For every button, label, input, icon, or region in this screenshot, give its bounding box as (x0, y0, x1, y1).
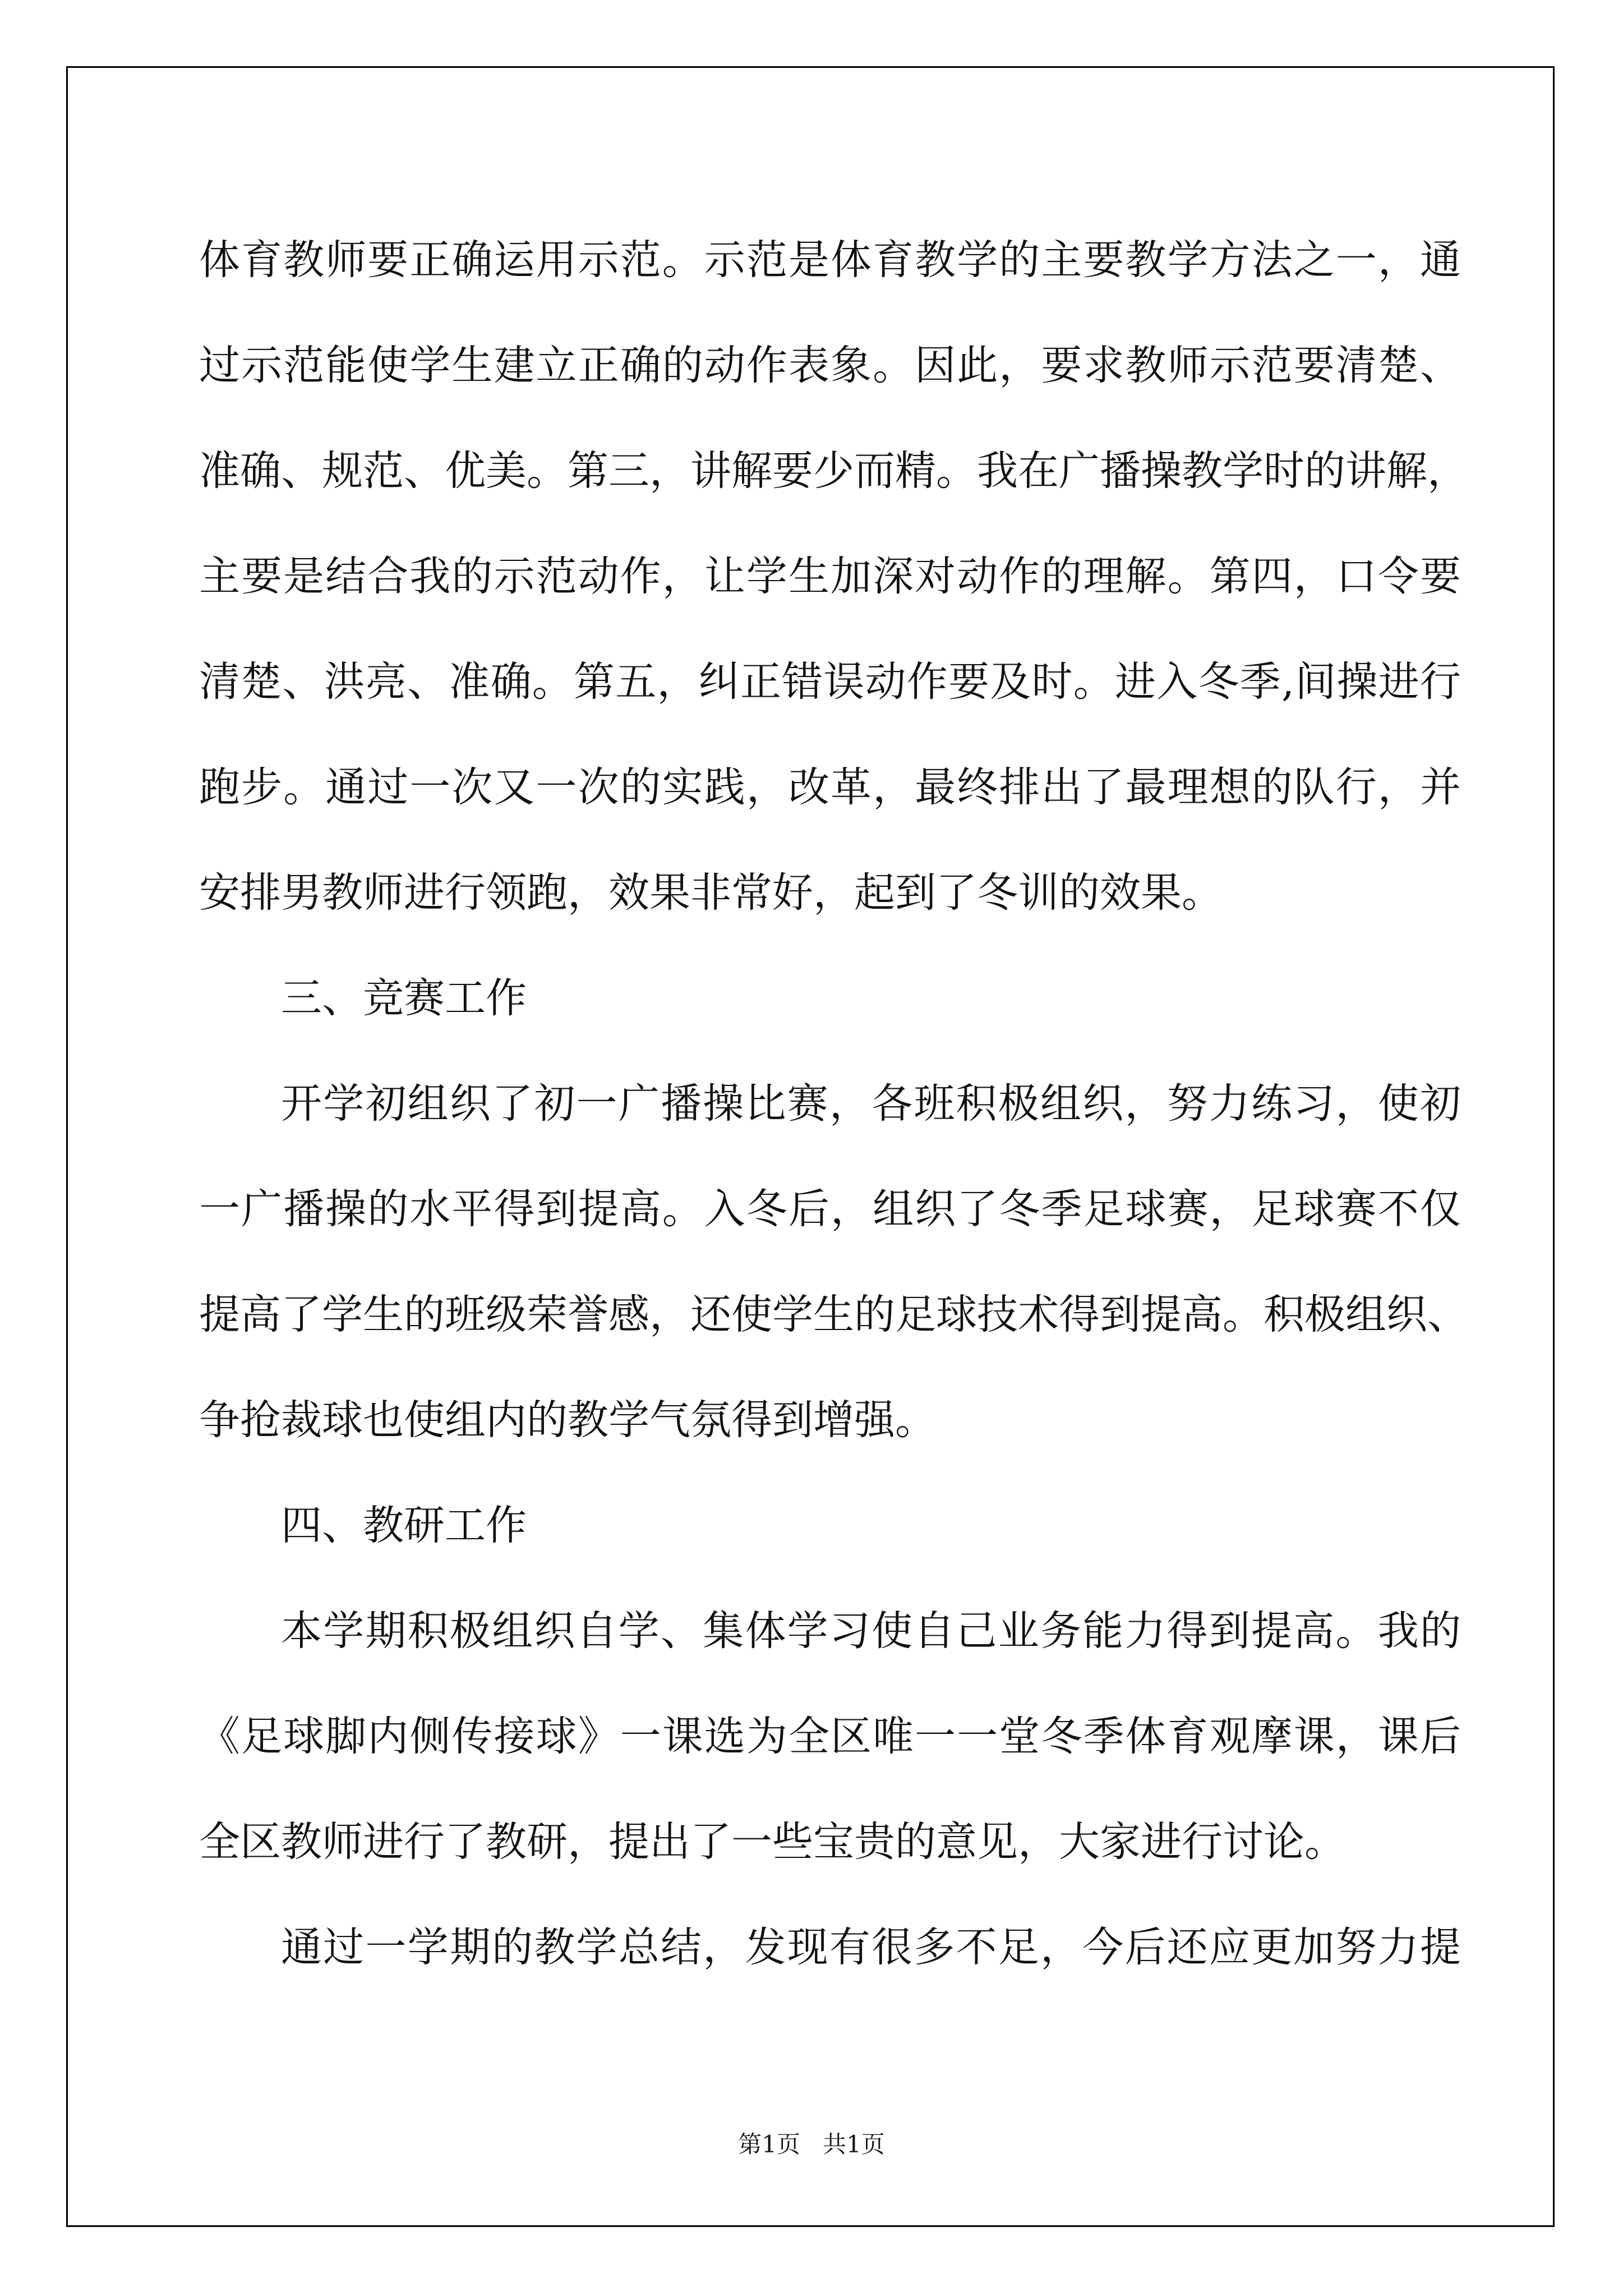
body-line: 过示范能使学生建立正确的动作表象。因此，要求教师示范要清楚、 (199, 342, 1461, 389)
document-body (199, 208, 1468, 2000)
body-line: 清楚、洪亮、准确。第五，纠正错误动作要及时。进入冬季,间操进行 (199, 658, 1461, 706)
body-line: 安排男教师进行领跑，效果非常好，起到了冬训的效果。 (199, 869, 1223, 917)
section-heading: 三、竞赛工作 (281, 974, 527, 1022)
body-line: 通过一学期的教学总结，发现有很多不足，今后还应更加努力提 (281, 1924, 1461, 1971)
body-line: 争抢裁球也使组内的教学气氛得到增强。 (199, 1396, 936, 1444)
body-line: 体育教师要正确运用示范。示范是体育教学的主要教学方法之一，通 (199, 236, 1461, 284)
section-heading: 四、教研工作 (281, 1502, 527, 1549)
body-line: 提高了学生的班级荣誉感，还使学生的足球技术得到提高。积极组织、 (199, 1291, 1468, 1338)
body-line: 全区教师进行了教研，提出了一些宝贵的意见，大家进行讨论。 (199, 1818, 1345, 1866)
body-line: 主要是结合我的示范动作，让学生加深对动作的理解。第四，口令要 (199, 553, 1461, 600)
body-line: 准确、规范、优美。第三，讲解要少而精。我在广播操教学时的讲解， (199, 447, 1468, 495)
body-line: 跑步。通过一次又一次的实践，改革，最终排出了最理想的队行，并 (199, 763, 1461, 811)
body-line: 开学初组织了初一广播操比赛，各班积极组织，努力练习，使初 (281, 1080, 1461, 1128)
body-line: 《足球脚内侧传接球》一课选为全区唯一一堂冬季体育观摩课，课后 (199, 1713, 1461, 1760)
page-number: 第1页 (738, 2131, 800, 2158)
body-line: 本学期积极组织自学、集体学习使自己业务能力得到提高。我的 (281, 1607, 1461, 1655)
body-line: 一广播操的水平得到提高。入冬后，组织了冬季足球赛，足球赛不仅 (199, 1185, 1461, 1233)
page-total: 共1页 (823, 2131, 885, 2158)
page-footer (0, 2126, 1623, 2160)
